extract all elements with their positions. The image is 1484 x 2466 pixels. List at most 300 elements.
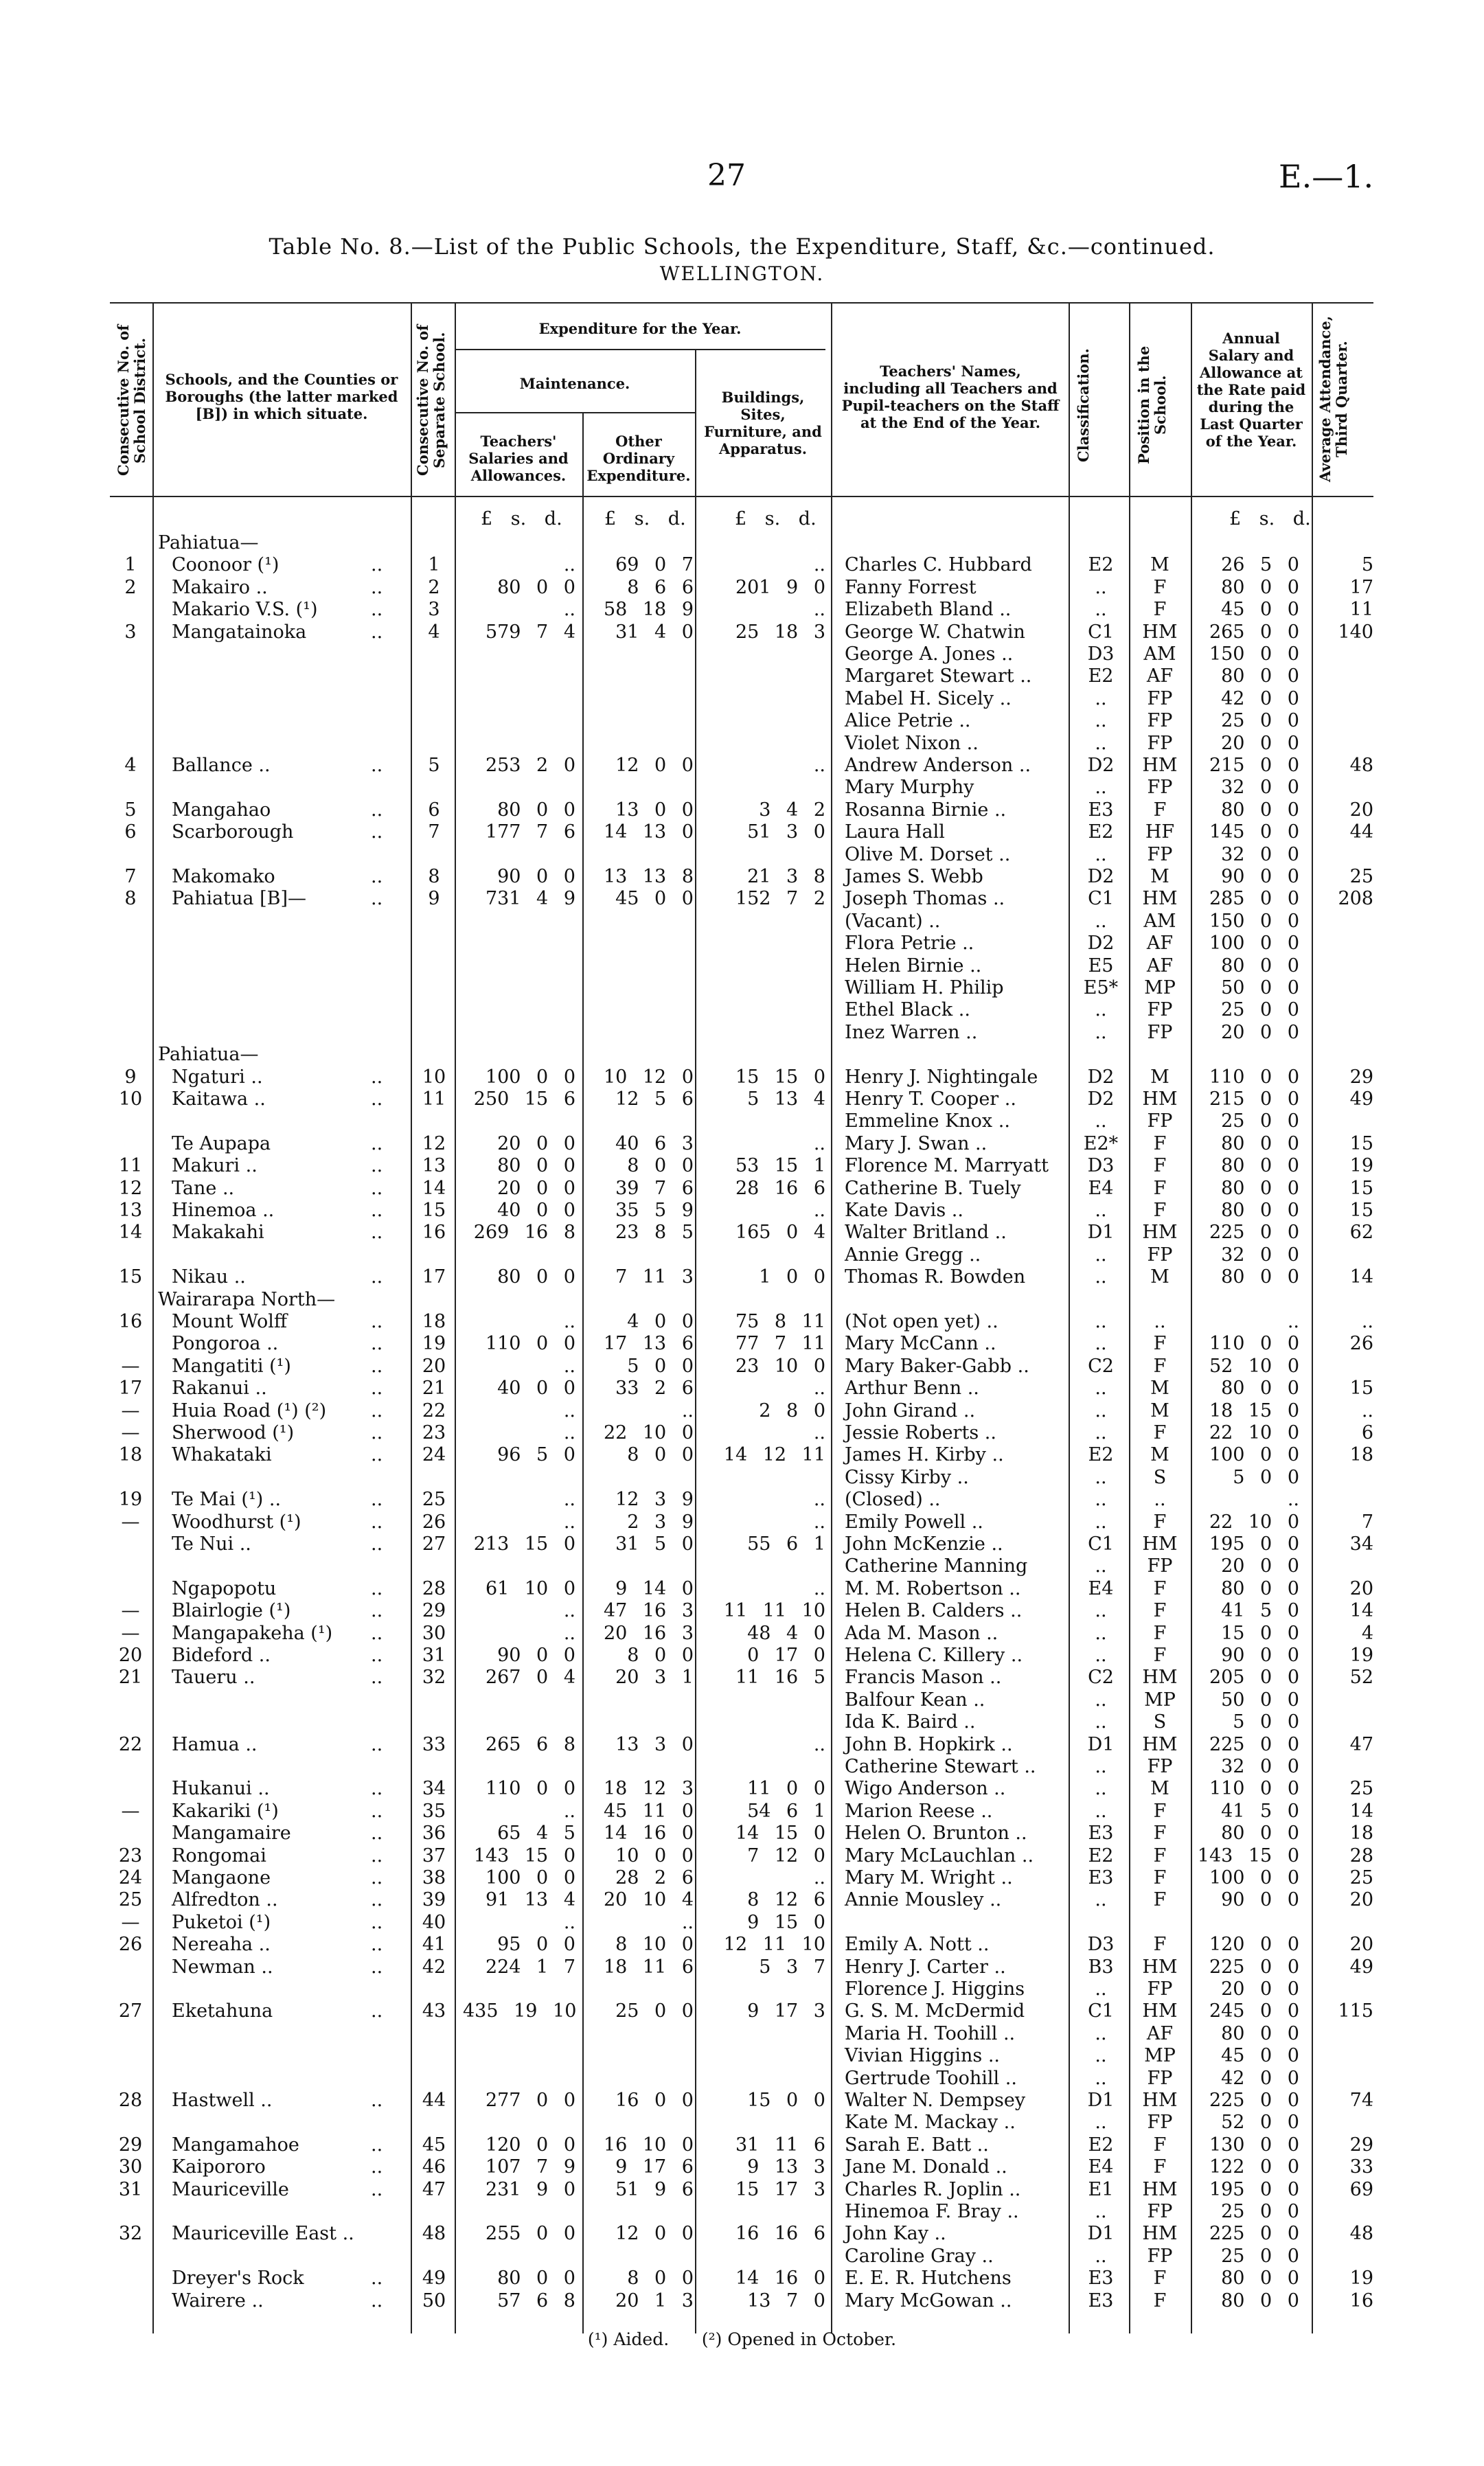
school-name: Bideford .. [172, 1645, 271, 1666]
classification: D3 [1087, 1155, 1115, 1177]
leader-dots: .. [371, 1800, 383, 1822]
average-attendance: 25 [1349, 1867, 1373, 1888]
classification: .. [1095, 2112, 1107, 2134]
classification: .. [1095, 1511, 1107, 1533]
header-classification: Classification. [1075, 348, 1092, 462]
district-no: 26 [118, 1934, 143, 1956]
separate-no: 42 [422, 1956, 446, 1978]
leader-dots: .. [371, 621, 383, 643]
position: .. [1154, 1489, 1166, 1511]
classification: E3 [1088, 2290, 1114, 2311]
annual-salary: 22 10 0 [1209, 1422, 1299, 1443]
salaries-amount: 231 9 0 [485, 2178, 575, 2200]
leader-dots: .. [371, 1645, 383, 1666]
group-heading-row [0, 532, 1484, 554]
teacher-name: Henry J. Nightingale [845, 1066, 1038, 1088]
other-amount: 45 0 0 [615, 888, 694, 910]
district-no: 13 [118, 1200, 143, 1221]
separate-no: 5 [428, 755, 440, 776]
district-no: 2 [124, 576, 137, 598]
other-amount: 51 9 6 [615, 2178, 694, 2200]
salaries-amount: 100 0 0 [485, 1867, 575, 1888]
classification: E2 [1088, 665, 1114, 687]
annual-salary: 245 0 0 [1209, 2000, 1299, 2022]
position: HM [1142, 755, 1178, 776]
average-attendance: 62 [1349, 1222, 1373, 1244]
average-attendance: 19 [1349, 2268, 1373, 2290]
classification: E3 [1088, 1823, 1114, 1845]
position: F [1153, 1823, 1167, 1845]
position: F [1153, 1132, 1167, 1154]
annual-salary: 90 0 0 [1221, 866, 1299, 887]
position: AF [1146, 933, 1174, 955]
leader-dots: .. [371, 2178, 383, 2200]
annual-salary: 42 0 0 [1221, 2067, 1299, 2089]
salaries-amount: 120 0 0 [485, 2134, 575, 2156]
buildings-amount: 3 4 2 [759, 799, 825, 821]
classification: D1 [1087, 2090, 1115, 2111]
school-name: Alfredton .. [172, 1889, 278, 1911]
table-row [0, 2179, 1484, 2201]
classification: .. [1095, 1311, 1107, 1332]
table-row [0, 866, 1484, 888]
teacher-name: Alice Petrie .. [845, 710, 971, 732]
teacher-name: Caroline Gray .. [845, 2245, 994, 2267]
position: F [1153, 1355, 1167, 1377]
district-no: 14 [118, 1222, 143, 1244]
annual-salary: 80 0 0 [1221, 1378, 1299, 1400]
group-heading: Pahiatua— [158, 1044, 259, 1066]
leader-dots: .. [371, 1533, 383, 1555]
classification: D2 [1087, 1066, 1115, 1088]
classification: E5 [1088, 955, 1114, 977]
teacher-name: Joseph Thomas .. [845, 888, 1005, 910]
salaries-amount: 100 0 0 [485, 1066, 575, 1088]
salaries-amount: .. [563, 1622, 575, 1644]
position: MP [1144, 977, 1176, 998]
teacher-name: Mary Baker-Gabb .. [845, 1355, 1029, 1377]
school-name: Makairo .. [172, 576, 268, 598]
school-name: Mangamahoe [172, 2134, 299, 2156]
classification: E2 [1088, 1444, 1114, 1466]
buildings-amount: 54 6 1 [747, 1800, 825, 1822]
classification: .. [1095, 1600, 1107, 1622]
teacher-name: Hinemoa F. Bray .. [845, 2201, 1019, 2222]
leader-dots: .. [371, 1667, 383, 1689]
buildings-amount: 28 16 6 [735, 1177, 825, 1199]
separate-no: 32 [422, 1667, 446, 1689]
position: FP [1147, 732, 1173, 754]
classification: .. [1095, 1645, 1107, 1666]
average-attendance: 34 [1349, 1533, 1373, 1555]
buildings-amount: 5 13 4 [747, 1088, 825, 1110]
buildings-amount: 11 16 5 [735, 1667, 825, 1689]
annual-salary: 25 0 0 [1221, 999, 1299, 1021]
buildings-amount: 14 12 11 [723, 1444, 825, 1466]
teacher-name: Cissy Kirby .. [845, 1466, 969, 1488]
annual-salary: 205 0 0 [1209, 1667, 1299, 1689]
average-attendance: 4 [1361, 1622, 1373, 1644]
teacher-name: Margaret Stewart .. [845, 665, 1032, 687]
salaries-amount: 253 2 0 [485, 755, 575, 776]
classification: .. [1095, 2022, 1107, 2044]
table-row [0, 1088, 1484, 1110]
series-reference: E.—1. [1279, 158, 1374, 195]
separate-no: 11 [422, 1088, 446, 1110]
leader-dots: .. [371, 1444, 383, 1466]
other-amount: 13 3 0 [615, 1733, 694, 1755]
buildings-amount: 23 10 0 [735, 1355, 825, 1377]
district-no: 20 [118, 1645, 143, 1666]
school-name: Tane .. [172, 1177, 235, 1199]
leader-dots: .. [371, 799, 383, 821]
position: F [1153, 1333, 1167, 1355]
district-no: — [121, 1600, 140, 1622]
average-attendance: 48 [1349, 2223, 1373, 2245]
group-heading: Wairarapa North— [158, 1288, 336, 1310]
table-row [0, 911, 1484, 933]
table-row [0, 1489, 1484, 1511]
leader-dots: .. [371, 2090, 383, 2111]
buildings-amount: 1 0 0 [759, 1266, 825, 1288]
separate-no: 25 [422, 1489, 446, 1511]
leader-dots: .. [371, 599, 383, 621]
position: S [1153, 1711, 1167, 1733]
leader-dots: .. [371, 888, 383, 910]
school-name: Makakahi [172, 1222, 264, 1244]
buildings-amount: 11 11 10 [723, 1600, 825, 1622]
district-no: 11 [118, 1155, 143, 1177]
classification: .. [1095, 1756, 1107, 1777]
position: FP [1147, 1244, 1173, 1266]
table-row [0, 2156, 1484, 2178]
salaries-amount: 213 15 0 [473, 1533, 575, 1555]
school-name: Mangapakeha (¹) [172, 1622, 333, 1644]
salaries-amount: 65 4 5 [497, 1823, 575, 1845]
school-name: Makuri .. [172, 1155, 258, 1177]
position: F [1153, 1200, 1167, 1221]
annual-salary: 265 0 0 [1209, 621, 1299, 643]
classification: .. [1095, 1555, 1107, 1577]
position: M [1150, 1444, 1169, 1466]
classification: C2 [1088, 1667, 1114, 1689]
annual-salary: 22 10 0 [1209, 1511, 1299, 1533]
district-no: 19 [118, 1489, 143, 1511]
teacher-name: James S. Webb [845, 866, 983, 887]
annual-salary: .. [1287, 1311, 1299, 1332]
teacher-name: Annie Gregg .. [845, 1244, 981, 1266]
school-name: Coonoor (¹) [172, 554, 279, 576]
district-no: 29 [118, 2134, 143, 2156]
teacher-name: Kate Davis .. [845, 1200, 963, 1221]
other-amount: 20 16 3 [603, 1622, 694, 1644]
teacher-name: Henry J. Carter .. [845, 1956, 1006, 1978]
salaries-amount: 40 0 0 [497, 1200, 575, 1221]
annual-salary: 80 0 0 [1221, 1266, 1299, 1288]
position: M [1150, 866, 1169, 887]
teacher-name: Andrew Anderson .. [845, 755, 1031, 776]
other-amount: 31 5 0 [615, 1533, 694, 1555]
position: AF [1146, 665, 1174, 687]
classification: .. [1095, 1110, 1107, 1132]
salaries-amount: 80 0 0 [497, 1266, 575, 1288]
currency-other: £ s. d. [604, 508, 686, 529]
header-other-expenditure: Other Ordinary Expenditure. [586, 433, 691, 484]
position: S [1153, 1466, 1167, 1488]
school-name: Wairere .. [172, 2290, 264, 2311]
annual-salary: 225 0 0 [1209, 1733, 1299, 1755]
district-no: — [121, 1800, 140, 1822]
separate-no: 29 [422, 1600, 446, 1622]
teacher-name: Gertrude Toohill .. [845, 2067, 1017, 2089]
table-row [0, 1978, 1484, 2000]
other-amount: 14 13 0 [603, 821, 694, 843]
teacher-name: George W. Chatwin [845, 621, 1025, 643]
table-title: Table No. 8.—List of the Public Schools, the Expenditure, Staff, &c.—continued. [269, 233, 1215, 260]
district-no: 32 [118, 2223, 143, 2245]
teacher-name: Maria H. Toohill .. [845, 2022, 1016, 2044]
table-row [0, 1823, 1484, 1845]
buildings-amount: .. [813, 1867, 825, 1888]
school-name: Woodhurst (¹) [172, 1511, 301, 1533]
other-amount: 31 4 0 [615, 621, 694, 643]
leader-dots: .. [371, 1622, 383, 1644]
page-number: 27 [707, 158, 746, 193]
position: FP [1147, 687, 1173, 709]
annual-salary: 25 0 0 [1221, 710, 1299, 732]
teacher-name: Francis Mason .. [845, 1667, 1002, 1689]
other-amount: .. [681, 1400, 694, 1422]
leader-dots: .. [371, 1066, 383, 1088]
teacher-name: Sarah E. Batt .. [845, 2134, 989, 2156]
region-heading: WELLINGTON. [659, 262, 825, 285]
other-amount: 14 16 0 [603, 1823, 694, 1845]
separate-no: 18 [422, 1311, 446, 1332]
separate-no: 2 [428, 576, 440, 598]
average-attendance: 49 [1349, 1956, 1373, 1978]
table-row [0, 1511, 1484, 1533]
table-row [0, 1912, 1484, 1934]
district-no: 15 [118, 1266, 143, 1288]
table-row [0, 1311, 1484, 1333]
position: F [1153, 576, 1167, 598]
leader-dots: .. [371, 1867, 383, 1888]
separate-no: 36 [422, 1823, 446, 1845]
teacher-name: Mary McGowan .. [845, 2290, 1012, 2311]
annual-salary: 41 5 0 [1221, 1800, 1299, 1822]
table-row [0, 1222, 1484, 1244]
teacher-name: Emmeline Knox .. [845, 1110, 1010, 1132]
leader-dots: .. [371, 1088, 383, 1110]
annual-salary: 80 0 0 [1221, 1200, 1299, 1221]
position: HM [1142, 2000, 1178, 2022]
classification: D2 [1087, 933, 1115, 955]
buildings-amount: .. [813, 1422, 825, 1443]
position: F [1153, 1889, 1167, 1911]
average-attendance: .. [1361, 1311, 1373, 1332]
table-row [0, 1400, 1484, 1422]
other-amount: 33 2 6 [615, 1378, 694, 1400]
classification: E2 [1088, 821, 1114, 843]
other-amount: 8 10 0 [615, 1934, 694, 1956]
buildings-amount: 14 16 0 [735, 2268, 825, 2290]
district-no: 27 [118, 2000, 143, 2022]
annual-salary: 80 0 0 [1221, 2268, 1299, 2290]
leader-dots: .. [371, 1845, 383, 1866]
leader-dots: .. [371, 1333, 383, 1355]
table-row [0, 1155, 1484, 1177]
position: FP [1147, 777, 1173, 799]
position: HM [1142, 1222, 1178, 1244]
buildings-amount: 152 7 2 [735, 888, 825, 910]
teacher-name: Olive M. Dorset .. [845, 843, 1011, 865]
table-row [0, 1110, 1484, 1132]
buildings-amount: 0 17 0 [747, 1645, 825, 1666]
school-name: Hinemoa .. [172, 1200, 275, 1221]
table-row [0, 799, 1484, 821]
separate-no: 49 [422, 2268, 446, 2290]
position: F [1153, 1645, 1167, 1666]
leader-dots: .. [371, 1422, 383, 1443]
buildings-amount: 5 3 7 [759, 1956, 825, 1978]
buildings-amount: 15 0 0 [747, 2090, 825, 2111]
buildings-amount: .. [813, 755, 825, 776]
currency-salaries: £ s. d. [481, 508, 562, 529]
other-amount: 9 17 6 [615, 2156, 694, 2178]
buildings-amount: 77 7 11 [735, 1333, 825, 1355]
header-maintenance: Maintenance. [519, 375, 630, 392]
teacher-name: Laura Hall [845, 821, 945, 843]
teacher-name: Florence M. Marryatt [845, 1155, 1049, 1177]
table-row [0, 2246, 1484, 2268]
separate-no: 13 [422, 1155, 446, 1177]
district-no: 18 [118, 1444, 143, 1466]
annual-salary: 80 0 0 [1221, 1177, 1299, 1199]
table-row [0, 1623, 1484, 1645]
average-attendance: 44 [1349, 821, 1373, 843]
annual-salary: 52 10 0 [1209, 1355, 1299, 1377]
salaries-amount: 267 0 4 [485, 1667, 575, 1689]
salaries-amount: 435 19 10 [463, 2000, 577, 2022]
other-amount: 25 0 0 [615, 2000, 694, 2022]
average-attendance: 20 [1349, 1889, 1373, 1911]
position: HM [1142, 2090, 1178, 2111]
salaries-amount: 224 1 7 [485, 1956, 575, 1978]
buildings-amount: 8 12 6 [747, 1889, 825, 1911]
separate-no: 19 [422, 1333, 446, 1355]
school-name: Eketahuna [172, 2000, 273, 2022]
classification: .. [1095, 1800, 1107, 1822]
separate-no: 35 [422, 1800, 446, 1822]
annual-salary: 52 0 0 [1221, 2112, 1299, 2134]
classification: E4 [1088, 1177, 1114, 1199]
position: AM [1143, 910, 1176, 932]
leader-dots: .. [371, 1378, 383, 1400]
position: M [1150, 554, 1169, 576]
other-amount: .. [681, 1911, 694, 1933]
position: F [1153, 1800, 1167, 1822]
annual-salary: 195 0 0 [1209, 1533, 1299, 1555]
other-amount: 20 3 1 [615, 1667, 694, 1689]
table-row [0, 710, 1484, 732]
salaries-amount: .. [563, 1511, 575, 1533]
position: FP [1147, 1021, 1173, 1043]
other-amount: 12 3 9 [615, 1489, 694, 1511]
average-attendance: 208 [1338, 888, 1373, 910]
annual-salary: 32 0 0 [1221, 1756, 1299, 1777]
table-top-rule [110, 302, 1373, 304]
table-row [0, 2000, 1484, 2022]
district-no: — [121, 1400, 140, 1422]
classification: D2 [1087, 1088, 1115, 1110]
classification: E1 [1088, 2178, 1114, 2200]
leader-dots: .. [371, 1778, 383, 1800]
teacher-name: Jessie Roberts .. [845, 1422, 996, 1443]
other-amount: 9 14 0 [615, 1577, 694, 1599]
salaries-amount: .. [563, 1911, 575, 1933]
other-amount: 13 0 0 [615, 799, 694, 821]
table-row [0, 844, 1484, 866]
district-no: 24 [118, 1867, 143, 1888]
average-attendance: 19 [1349, 1645, 1373, 1666]
position: F [1153, 2290, 1167, 2311]
other-amount: 16 0 0 [615, 2090, 694, 2111]
annual-salary: 45 0 0 [1221, 2045, 1299, 2067]
teacher-name: (Not open yet) .. [845, 1311, 998, 1332]
classification: .. [1095, 710, 1107, 732]
annual-salary: 18 15 0 [1209, 1400, 1299, 1422]
classification: C1 [1088, 621, 1114, 643]
classification: C1 [1088, 2000, 1114, 2022]
teacher-name: Helen B. Calders .. [845, 1600, 1023, 1622]
school-name: Mangahao [172, 799, 271, 821]
average-attendance: 20 [1349, 1934, 1373, 1956]
separate-no: 21 [422, 1378, 446, 1400]
buildings-amount: 15 17 3 [735, 2178, 825, 2200]
table-row [0, 554, 1484, 576]
district-no: 30 [118, 2156, 143, 2178]
annual-salary: 110 0 0 [1209, 1066, 1299, 1088]
separate-no: 12 [422, 1132, 446, 1154]
header-schools: Schools, and the Counties or Boroughs (the latter marked [B]) in which situate. [165, 371, 398, 422]
table-row [0, 1133, 1484, 1155]
other-amount: 47 16 3 [603, 1600, 694, 1622]
classification: .. [1095, 2201, 1107, 2222]
classification: .. [1095, 687, 1107, 709]
buildings-amount: 14 15 0 [735, 1823, 825, 1845]
leader-dots: .. [371, 1577, 383, 1599]
buildings-amount: 31 11 6 [735, 2134, 825, 2156]
salaries-amount: 90 0 0 [497, 866, 575, 887]
table-row [0, 2090, 1484, 2112]
leader-dots: .. [371, 1934, 383, 1956]
salaries-amount: 80 0 0 [497, 2268, 575, 2290]
position: F [1153, 1177, 1167, 1199]
table-row [0, 1734, 1484, 1756]
district-no: — [121, 1622, 140, 1644]
table-row [0, 1934, 1484, 1956]
classification: .. [1095, 1021, 1107, 1043]
position: F [1153, 1511, 1167, 1533]
classification: E2 [1088, 554, 1114, 576]
other-amount: 5 0 0 [627, 1355, 694, 1377]
position: FP [1147, 1555, 1173, 1577]
average-attendance: 52 [1349, 1667, 1373, 1689]
buildings-amount: .. [813, 1378, 825, 1400]
classification: D3 [1087, 1934, 1115, 1956]
annual-salary: 100 0 0 [1209, 933, 1299, 955]
annual-salary: 80 0 0 [1221, 2290, 1299, 2311]
